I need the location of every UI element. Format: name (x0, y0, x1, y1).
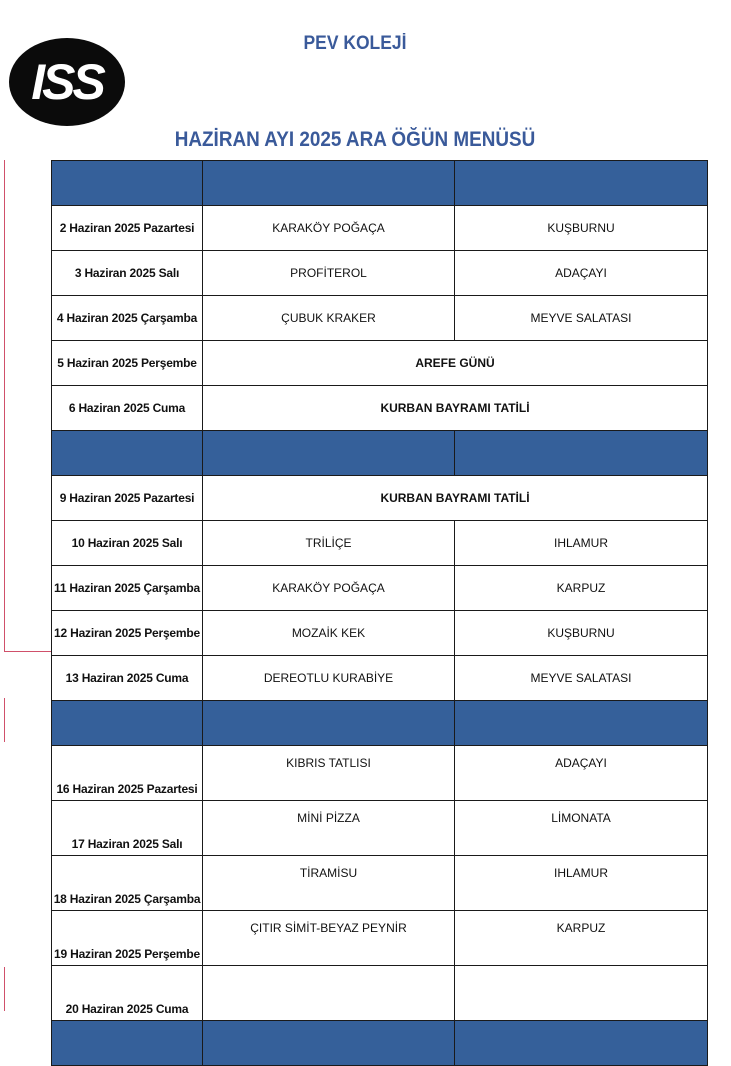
holiday-cell: KURBAN BAYRAMI TATİLİ (203, 386, 708, 431)
drink-cell (455, 966, 708, 1021)
drink-cell: KARPUZ (455, 911, 708, 966)
snack-cell: MİNİ PİZZA (203, 801, 455, 856)
drink-cell: IHLAMUR (455, 856, 708, 911)
table-row (52, 206, 708, 251)
menu-table (51, 160, 708, 1066)
snack-cell: KARAKÖY POĞAÇA (203, 566, 455, 611)
table-row (52, 251, 708, 296)
week-header-row (52, 1021, 708, 1066)
table-row (52, 656, 708, 701)
date-cell: 20 Haziran 2025 Cuma (52, 966, 203, 1021)
date-cell: 9 Haziran 2025 Pazartesi (52, 476, 203, 521)
date-cell: 2 Haziran 2025 Pazartesi (52, 206, 203, 251)
snack-cell: MOZAİK KEK (203, 611, 455, 656)
table-row (52, 296, 708, 341)
drink-cell: MEYVE SALATASI (455, 296, 708, 341)
table-row (52, 611, 708, 656)
date-cell: 12 Haziran 2025 Perşembe (52, 611, 203, 656)
snack-cell (203, 966, 455, 1021)
drink-cell: MEYVE SALATASI (455, 656, 708, 701)
date-cell: 11 Haziran 2025 Çarşamba (52, 566, 203, 611)
drink-cell: KARPUZ (455, 566, 708, 611)
table-row (52, 476, 708, 521)
accent-line (4, 698, 5, 742)
snack-cell: ÇITIR SİMİT-BEYAZ PEYNİR (203, 911, 455, 966)
snack-cell: ÇUBUK KRAKER (203, 296, 455, 341)
date-cell: 16 Haziran 2025 Pazartesi (52, 746, 203, 801)
table-row (52, 746, 708, 801)
table-row (52, 911, 708, 966)
drink-cell: LİMONATA (455, 801, 708, 856)
snack-cell: TİRAMİSU (203, 856, 455, 911)
table-row (52, 856, 708, 911)
snack-cell: TRİLİÇE (203, 521, 455, 566)
table-row (52, 341, 708, 386)
table-row (52, 521, 708, 566)
date-cell: 18 Haziran 2025 Çarşamba (52, 856, 203, 911)
table-row (52, 966, 708, 1021)
drink-cell: IHLAMUR (455, 521, 708, 566)
date-cell: 13 Haziran 2025 Cuma (52, 656, 203, 701)
menu-title: HAZİRAN AYI 2025 ARA ÖĞÜN MENÜSÜ (174, 128, 536, 151)
svg-text:ISS: ISS (31, 54, 103, 110)
table-row (52, 566, 708, 611)
table-row (52, 801, 708, 856)
table-row (52, 386, 708, 431)
drink-cell: ADAÇAYI (455, 746, 708, 801)
drink-cell: KUŞBURNU (455, 611, 708, 656)
snack-cell: KARAKÖY POĞAÇA (203, 206, 455, 251)
week-header-row (52, 701, 708, 746)
date-cell: 4 Haziran 2025 Çarşamba (52, 296, 203, 341)
accent-line (4, 651, 51, 652)
school-name: PEV KOLEJİ (303, 33, 407, 54)
date-cell: 19 Haziran 2025 Perşembe (52, 911, 203, 966)
drink-cell: ADAÇAYI (455, 251, 708, 296)
special-day-cell: AREFE GÜNÜ (203, 341, 708, 386)
accent-line (4, 160, 5, 652)
snack-cell: DEREOTLU KURABİYE (203, 656, 455, 701)
holiday-cell: KURBAN BAYRAMI TATİLİ (203, 476, 708, 521)
week-header-row (52, 161, 708, 206)
date-cell: 6 Haziran 2025 Cuma (52, 386, 203, 431)
date-cell: 10 Haziran 2025 Salı (52, 521, 203, 566)
date-cell: 5 Haziran 2025 Perşembe (52, 341, 203, 386)
drink-cell: KUŞBURNU (455, 206, 708, 251)
date-cell: 3 Haziran 2025 Salı (52, 251, 203, 296)
accent-line (4, 967, 5, 1011)
snack-cell: PROFİTEROL (203, 251, 455, 296)
snack-cell: KIBRIS TATLISI (203, 746, 455, 801)
date-cell: 17 Haziran 2025 Salı (52, 801, 203, 856)
week-header-row (52, 431, 708, 476)
